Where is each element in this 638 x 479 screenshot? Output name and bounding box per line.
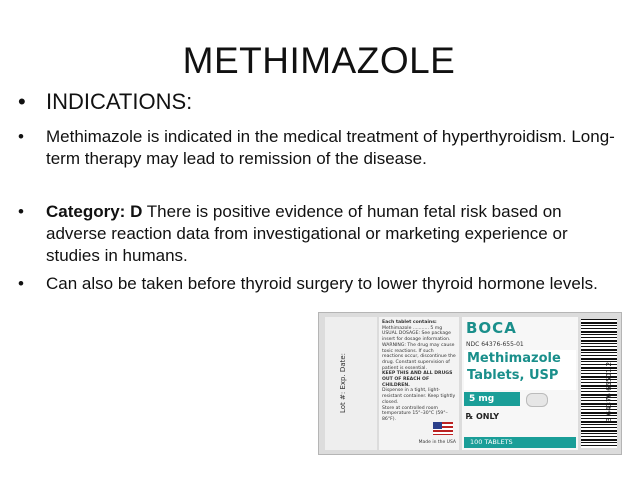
label-line: WARNING: The drug may cause toxic reactions. If such reactions occur, discontinue the drug. Constant supervision of patient is essential. (382, 342, 456, 371)
bullet-item-3 (18, 273, 618, 295)
category-label: Category: D (46, 202, 143, 221)
bullet-text: Can also be taken before thyroid surgery to lower thyroid hormone levels. (46, 274, 598, 293)
bullet-item-2 (18, 201, 618, 267)
drug-name-line1: Methimazole (467, 351, 561, 366)
indications-heading-text: INDICATIONS: (46, 89, 193, 114)
rx-only-text: ℞ ONLY (466, 412, 500, 421)
strength-badge: 5 mg (464, 392, 520, 406)
label-line: Dispense in a tight, light-resistant container. Keep tightly closed. (382, 388, 456, 405)
label-brand-panel (462, 317, 578, 450)
tablet-icon (526, 393, 548, 407)
bullet-dot: • (18, 274, 24, 293)
indications-heading (18, 89, 618, 115)
barcode-number: 3 64376 65501 2 (605, 361, 613, 423)
bullet-dot: • (18, 202, 24, 221)
bullet-item-1 (18, 126, 618, 170)
medication-label-image (318, 312, 622, 455)
label-line: KEEP THIS AND ALL DRUGS OUT OF REACH OF CHILDREN. (382, 371, 453, 388)
ndc-number: NDC 64376-655-01 (466, 341, 524, 348)
label-line: Store at controlled room temperature 15°–30°C (59°–86°F). (382, 405, 448, 422)
brand-logo: BOCA (466, 319, 517, 337)
label-line: USUAL DOSAGE: See package insert for dosage information. (382, 331, 451, 343)
us-flag-icon (433, 422, 453, 435)
drug-name (464, 350, 576, 390)
label-line: Methimazole ........... 5 mg (382, 325, 443, 331)
drug-name-line2: Tablets, USP (467, 368, 559, 383)
label-line: Each tablet contains: (382, 320, 437, 325)
tablet-count: 100 TABLETS (464, 437, 576, 448)
lot-exp-text: Lot #: Exp. Date: (339, 352, 347, 413)
label-info-panel (379, 317, 459, 450)
bullet-dot: • (18, 127, 24, 146)
made-in-text: Made in the USA (418, 440, 456, 446)
bullet-dot: • (18, 89, 26, 114)
bullet-text (18, 201, 618, 267)
label-left-panel (325, 317, 377, 450)
slide-title: METHIMAZOLE (182, 40, 456, 81)
bullet-text: Methimazole is indicated in the medical treatment of hyperthyroidism. Long-term therapy may lead to remission of the disease. (46, 127, 615, 168)
category-description: There is positive evidence of human fetal risk based on adverse reaction data from investigational or marketing experience or studies in humans. (46, 202, 568, 265)
